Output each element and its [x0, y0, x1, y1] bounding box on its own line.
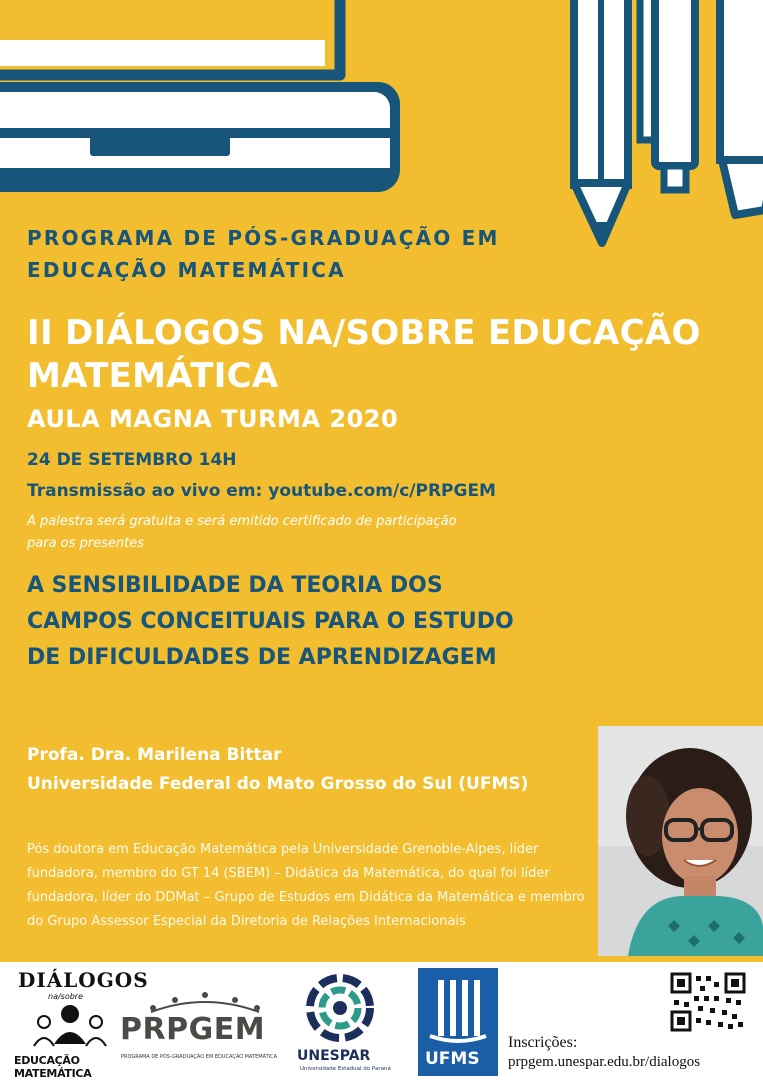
inscricoes-url[interactable]: prpgem.unespar.edu.br/dialogos	[508, 1054, 701, 1070]
people-icon	[30, 1000, 110, 1054]
event-title: II DIÁLOGOS NA/SOBRE EDUCAÇÃO MATEMÁTICA	[27, 313, 701, 396]
prpgem-logo-name: PRPGEM	[120, 1012, 266, 1047]
ufms-logo-name: UFMS	[425, 1049, 480, 1069]
laptop-illustration	[0, 0, 400, 192]
prpgem-logo-subtitle: PROGRAMA DE PÓS-GRADUAÇÃO EM EDUCAÇÃO MATEMÁTICA	[121, 1054, 278, 1060]
certificate-note: A palestra será gratuita e será emitido certificado de participação para os presentes	[27, 514, 457, 551]
dialogos-logo-bottom: EDUCAÇÃO MATEMÁTICA	[14, 1054, 92, 1080]
talk-title: A SENSIBILIDADE DA TEORIA DOS CAMPOS CONCEITUAIS PARA O ESTUDO DE DIFICULDADES DE APRENDIZAGEM	[27, 573, 514, 670]
qr-code-icon[interactable]	[670, 972, 746, 1032]
speaker-institution: Universidade Federal do Mato Grosso do Sul (UFMS)	[27, 774, 529, 794]
event-date: 24 DE SETEMBRO 14H	[27, 450, 237, 470]
speaker-name: Profa. Dra. Marilena Bittar	[27, 745, 282, 765]
program-name: PROGRAMA DE PÓS-GRADUAÇÃO EM EDUCAÇÃO MATEMÁTICA	[27, 226, 500, 282]
laptop-pencils-illustration	[0, 0, 763, 250]
footer-logos	[0, 962, 763, 1080]
stream-link[interactable]: Transmissão ao vivo em: youtube.com/c/PRPGEM	[27, 481, 496, 501]
dialogos-logo-mid: na/sobre	[48, 992, 84, 1001]
ufms-building-icon	[428, 976, 488, 1046]
pencil-illustration	[574, 0, 628, 243]
event-subtitle: AULA MAGNA TURMA 2020	[27, 405, 399, 433]
unespar-logo-name: UNESPAR	[297, 1048, 371, 1064]
dialogos-logo-top: DIÁLOGOS	[18, 968, 149, 992]
pen-illustration	[640, 0, 763, 215]
unespar-logo-subtitle: Universidade Estadual do Paraná	[300, 1066, 391, 1072]
unespar-emblem-icon	[300, 970, 380, 1048]
speaker-photo	[598, 726, 763, 956]
inscricoes-label: Inscrições:	[508, 1034, 578, 1051]
speaker-bio: Pós doutora em Educação Matemática pela Universidade Grenoble-Alpes, líder fundadora, membro do GT 14 (SBEM) – Didática da Matemática, do qual foi líder fundadora, líder do DDMat – Grupo de Estudos em Didática da Matemática e membro do Grupo Assessor Especial da Diretoria de Relações Internacionais	[27, 842, 585, 929]
